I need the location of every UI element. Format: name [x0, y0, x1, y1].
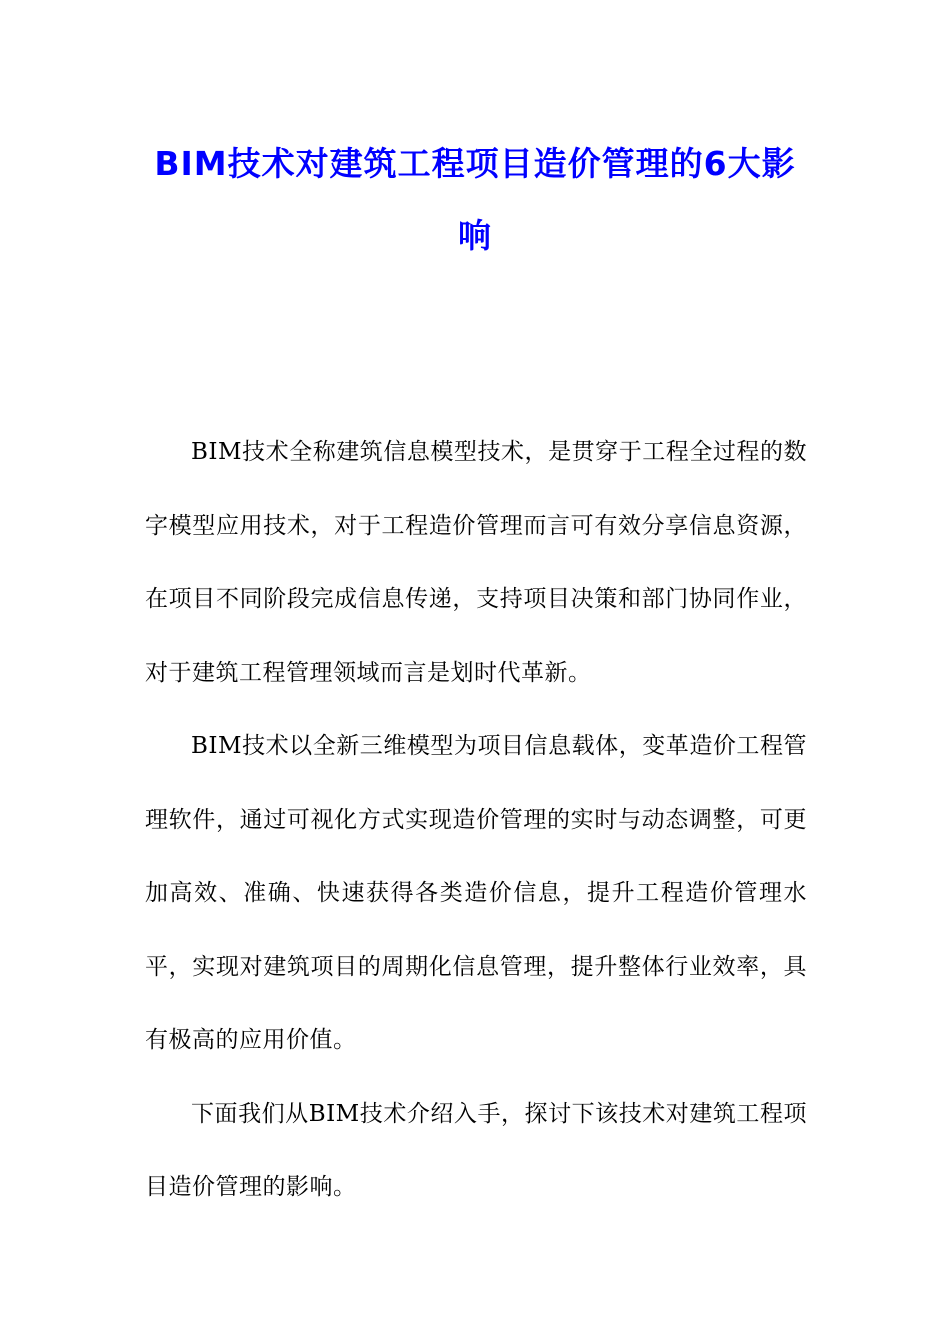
paragraph-intro: BIM技术全称建筑信息模型技术，是贯穿于工程全过程的数字模型应用技术，对于工程造价管理而言可有效分享信息资源，在项目不同阶段完成信息传递，支持项目决策和部门协同作业，对于建筑工程管理领域而言是划时代革新。: [145, 439, 807, 686]
paragraph-bim-model: BIM技术以全新三维模型为项目信息载体，变革造价工程管理软件，通过可视化方式实现造价管理的实时与动态调整，可更加高效、准确、快速获得各类造价信息，提升工程造价管理水平，实现对建筑项目的周期化信息管理，提升整体行业效率，具有极高的应用价值。: [145, 733, 807, 1053]
document-title: BIM技术对建筑工程项目造价管理的6大影响: [154, 144, 796, 255]
document-body: [145, 416, 807, 1225]
title-block: [140, 128, 810, 272]
paragraph-outline: 下面我们从BIM技术介绍入手，探讨下该技术对建筑工程项目造价管理的影响。: [145, 1100, 807, 1200]
